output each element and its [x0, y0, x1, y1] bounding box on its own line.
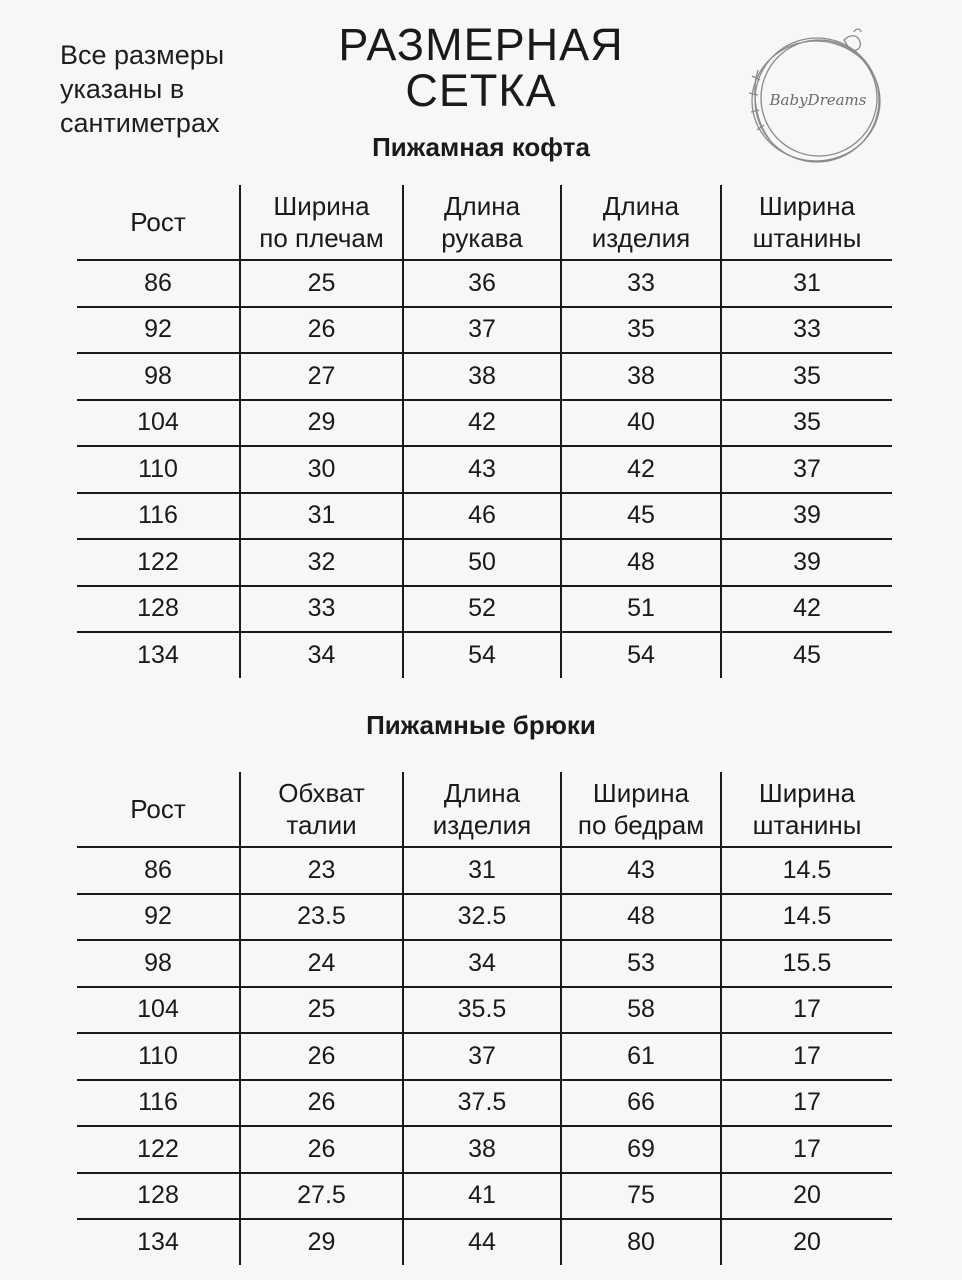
- table-cell: 23.5: [239, 895, 402, 940]
- table-cell: 116: [138, 1088, 178, 1117]
- table-cell: 42: [560, 447, 720, 492]
- table-cell: 53: [560, 941, 720, 986]
- table-cell: 80: [560, 1220, 720, 1265]
- logo-wordmark: BabyDreams: [769, 91, 867, 109]
- table-cell: 43: [402, 447, 560, 492]
- header-cell: Рост: [130, 794, 186, 824]
- table-pajama-pants: [77, 772, 892, 1265]
- table-cell: 39: [720, 494, 892, 539]
- table-cell: 128: [137, 1181, 179, 1210]
- table-cell: 25: [239, 261, 402, 306]
- table-cell: 35: [560, 308, 720, 353]
- table-cell: 50: [402, 540, 560, 585]
- header-cell: Длина изделия: [402, 772, 560, 846]
- table-cell: 134: [137, 1227, 179, 1256]
- table-cell: 24: [239, 941, 402, 986]
- table-cell: 61: [560, 1034, 720, 1079]
- table-cell: 30: [239, 447, 402, 492]
- page-title: [300, 19, 662, 116]
- table-row: [77, 939, 892, 986]
- table-row: [77, 986, 892, 1033]
- table-row: [77, 1172, 892, 1219]
- table-cell: 23: [239, 848, 402, 893]
- table-cell: 37.5: [402, 1081, 560, 1126]
- table-cell: 17: [720, 1034, 892, 1079]
- table2-title: Пижамные брюки: [366, 710, 596, 740]
- table-cell: 116: [138, 501, 178, 530]
- table-row: [77, 352, 892, 399]
- table-cell: 37: [402, 1034, 560, 1079]
- table-row: [77, 1218, 892, 1265]
- table-cell: 14.5: [720, 895, 892, 940]
- table-cell: 26: [239, 1127, 402, 1172]
- table-cell: 32.5: [402, 895, 560, 940]
- table-cell: 29: [239, 1220, 402, 1265]
- table-cell: 110: [138, 454, 178, 483]
- table-cell: 48: [560, 540, 720, 585]
- table-cell: 35: [720, 401, 892, 446]
- table-cell: 43: [560, 848, 720, 893]
- table-cell: 33: [720, 308, 892, 353]
- table-cell: 104: [137, 408, 179, 437]
- table-cell: 20: [720, 1220, 892, 1265]
- header-cell: Ширина штанины: [720, 772, 892, 846]
- header-cell: Длина изделия: [560, 185, 720, 259]
- table-row: [77, 893, 892, 940]
- table-row: [77, 259, 892, 306]
- table-row: [77, 1079, 892, 1126]
- table-cell: 46: [402, 494, 560, 539]
- header-cell: Ширина по плечам: [239, 185, 402, 259]
- table-row: [77, 306, 892, 353]
- table-cell: 134: [137, 640, 179, 669]
- table-cell: 31: [402, 848, 560, 893]
- table-cell: 26: [239, 1034, 402, 1079]
- table-row: [77, 631, 892, 678]
- table-cell: 52: [402, 587, 560, 632]
- table-row: [77, 538, 892, 585]
- table-cell: 37: [402, 308, 560, 353]
- table-cell: 98: [144, 361, 172, 390]
- table-cell: 17: [720, 1081, 892, 1126]
- table-cell: 39: [720, 540, 892, 585]
- page-title-line2: СЕТКА: [405, 65, 557, 116]
- table-cell: 20: [720, 1174, 892, 1219]
- page-title-line1: РАЗМЕРНАЯ: [338, 19, 624, 70]
- table-cell: 51: [560, 587, 720, 632]
- table-cell: 110: [138, 1041, 178, 1070]
- table-cell: 40: [560, 401, 720, 446]
- table-cell: 128: [137, 594, 179, 623]
- table-cell: 75: [560, 1174, 720, 1219]
- table-cell: 31: [239, 494, 402, 539]
- table-row: [77, 585, 892, 632]
- units-note: Все размеры указаны в сантиметрах: [60, 40, 225, 138]
- table-cell: 54: [560, 633, 720, 678]
- table-cell: 17: [720, 988, 892, 1033]
- table-pajama-top: [77, 185, 892, 678]
- table-cell: 34: [402, 941, 560, 986]
- table-cell: 37: [720, 447, 892, 492]
- table-cell: 26: [239, 1081, 402, 1126]
- table-cell: 33: [239, 587, 402, 632]
- table-cell: 32: [239, 540, 402, 585]
- table-row: [77, 1125, 892, 1172]
- table-cell: 42: [402, 401, 560, 446]
- header-cell: Обхват талии: [239, 772, 402, 846]
- table-cell: 92: [144, 902, 172, 931]
- table-cell: 27.5: [239, 1174, 402, 1219]
- table-cell: 45: [560, 494, 720, 539]
- table-cell: 26: [239, 308, 402, 353]
- table-header-row: [77, 772, 892, 846]
- table-cell: 42: [720, 587, 892, 632]
- table-row: [77, 492, 892, 539]
- header-cell: Ширина штанины: [720, 185, 892, 259]
- table-cell: 27: [239, 354, 402, 399]
- table-cell: 41: [402, 1174, 560, 1219]
- table-cell: 34: [239, 633, 402, 678]
- table-cell: 86: [144, 268, 172, 297]
- table-cell: 66: [560, 1081, 720, 1126]
- table-cell: 29: [239, 401, 402, 446]
- table-cell: 86: [144, 855, 172, 884]
- header-cell: Рост: [130, 207, 186, 237]
- table-row: [77, 846, 892, 893]
- table-cell: 15.5: [720, 941, 892, 986]
- table-row: [77, 399, 892, 446]
- table-cell: 25: [239, 988, 402, 1033]
- table-cell: 98: [144, 948, 172, 977]
- table-header-row: [77, 185, 892, 259]
- table-cell: 14.5: [720, 848, 892, 893]
- table-cell: 122: [137, 547, 179, 576]
- table-cell: 38: [560, 354, 720, 399]
- table-cell: 17: [720, 1127, 892, 1172]
- table-cell: 44: [402, 1220, 560, 1265]
- table-row: [77, 445, 892, 492]
- table-cell: 35.5: [402, 988, 560, 1033]
- table-cell: 122: [137, 1134, 179, 1163]
- header-cell: Ширина по бедрам: [560, 772, 720, 846]
- table-cell: 48: [560, 895, 720, 940]
- table-cell: 58: [560, 988, 720, 1033]
- table-cell: 31: [720, 261, 892, 306]
- header-cell: Длина рукава: [402, 185, 560, 259]
- table-cell: 38: [402, 354, 560, 399]
- table-cell: 54: [402, 633, 560, 678]
- table-cell: 36: [402, 261, 560, 306]
- table-cell: 38: [402, 1127, 560, 1172]
- table-cell: 69: [560, 1127, 720, 1172]
- table-cell: 35: [720, 354, 892, 399]
- table1-title: Пижамная кофта: [372, 132, 590, 162]
- table-row: [77, 1032, 892, 1079]
- table-cell: 45: [720, 633, 892, 678]
- table-cell: 33: [560, 261, 720, 306]
- table-cell: 104: [137, 995, 179, 1024]
- table-cell: 92: [144, 315, 172, 344]
